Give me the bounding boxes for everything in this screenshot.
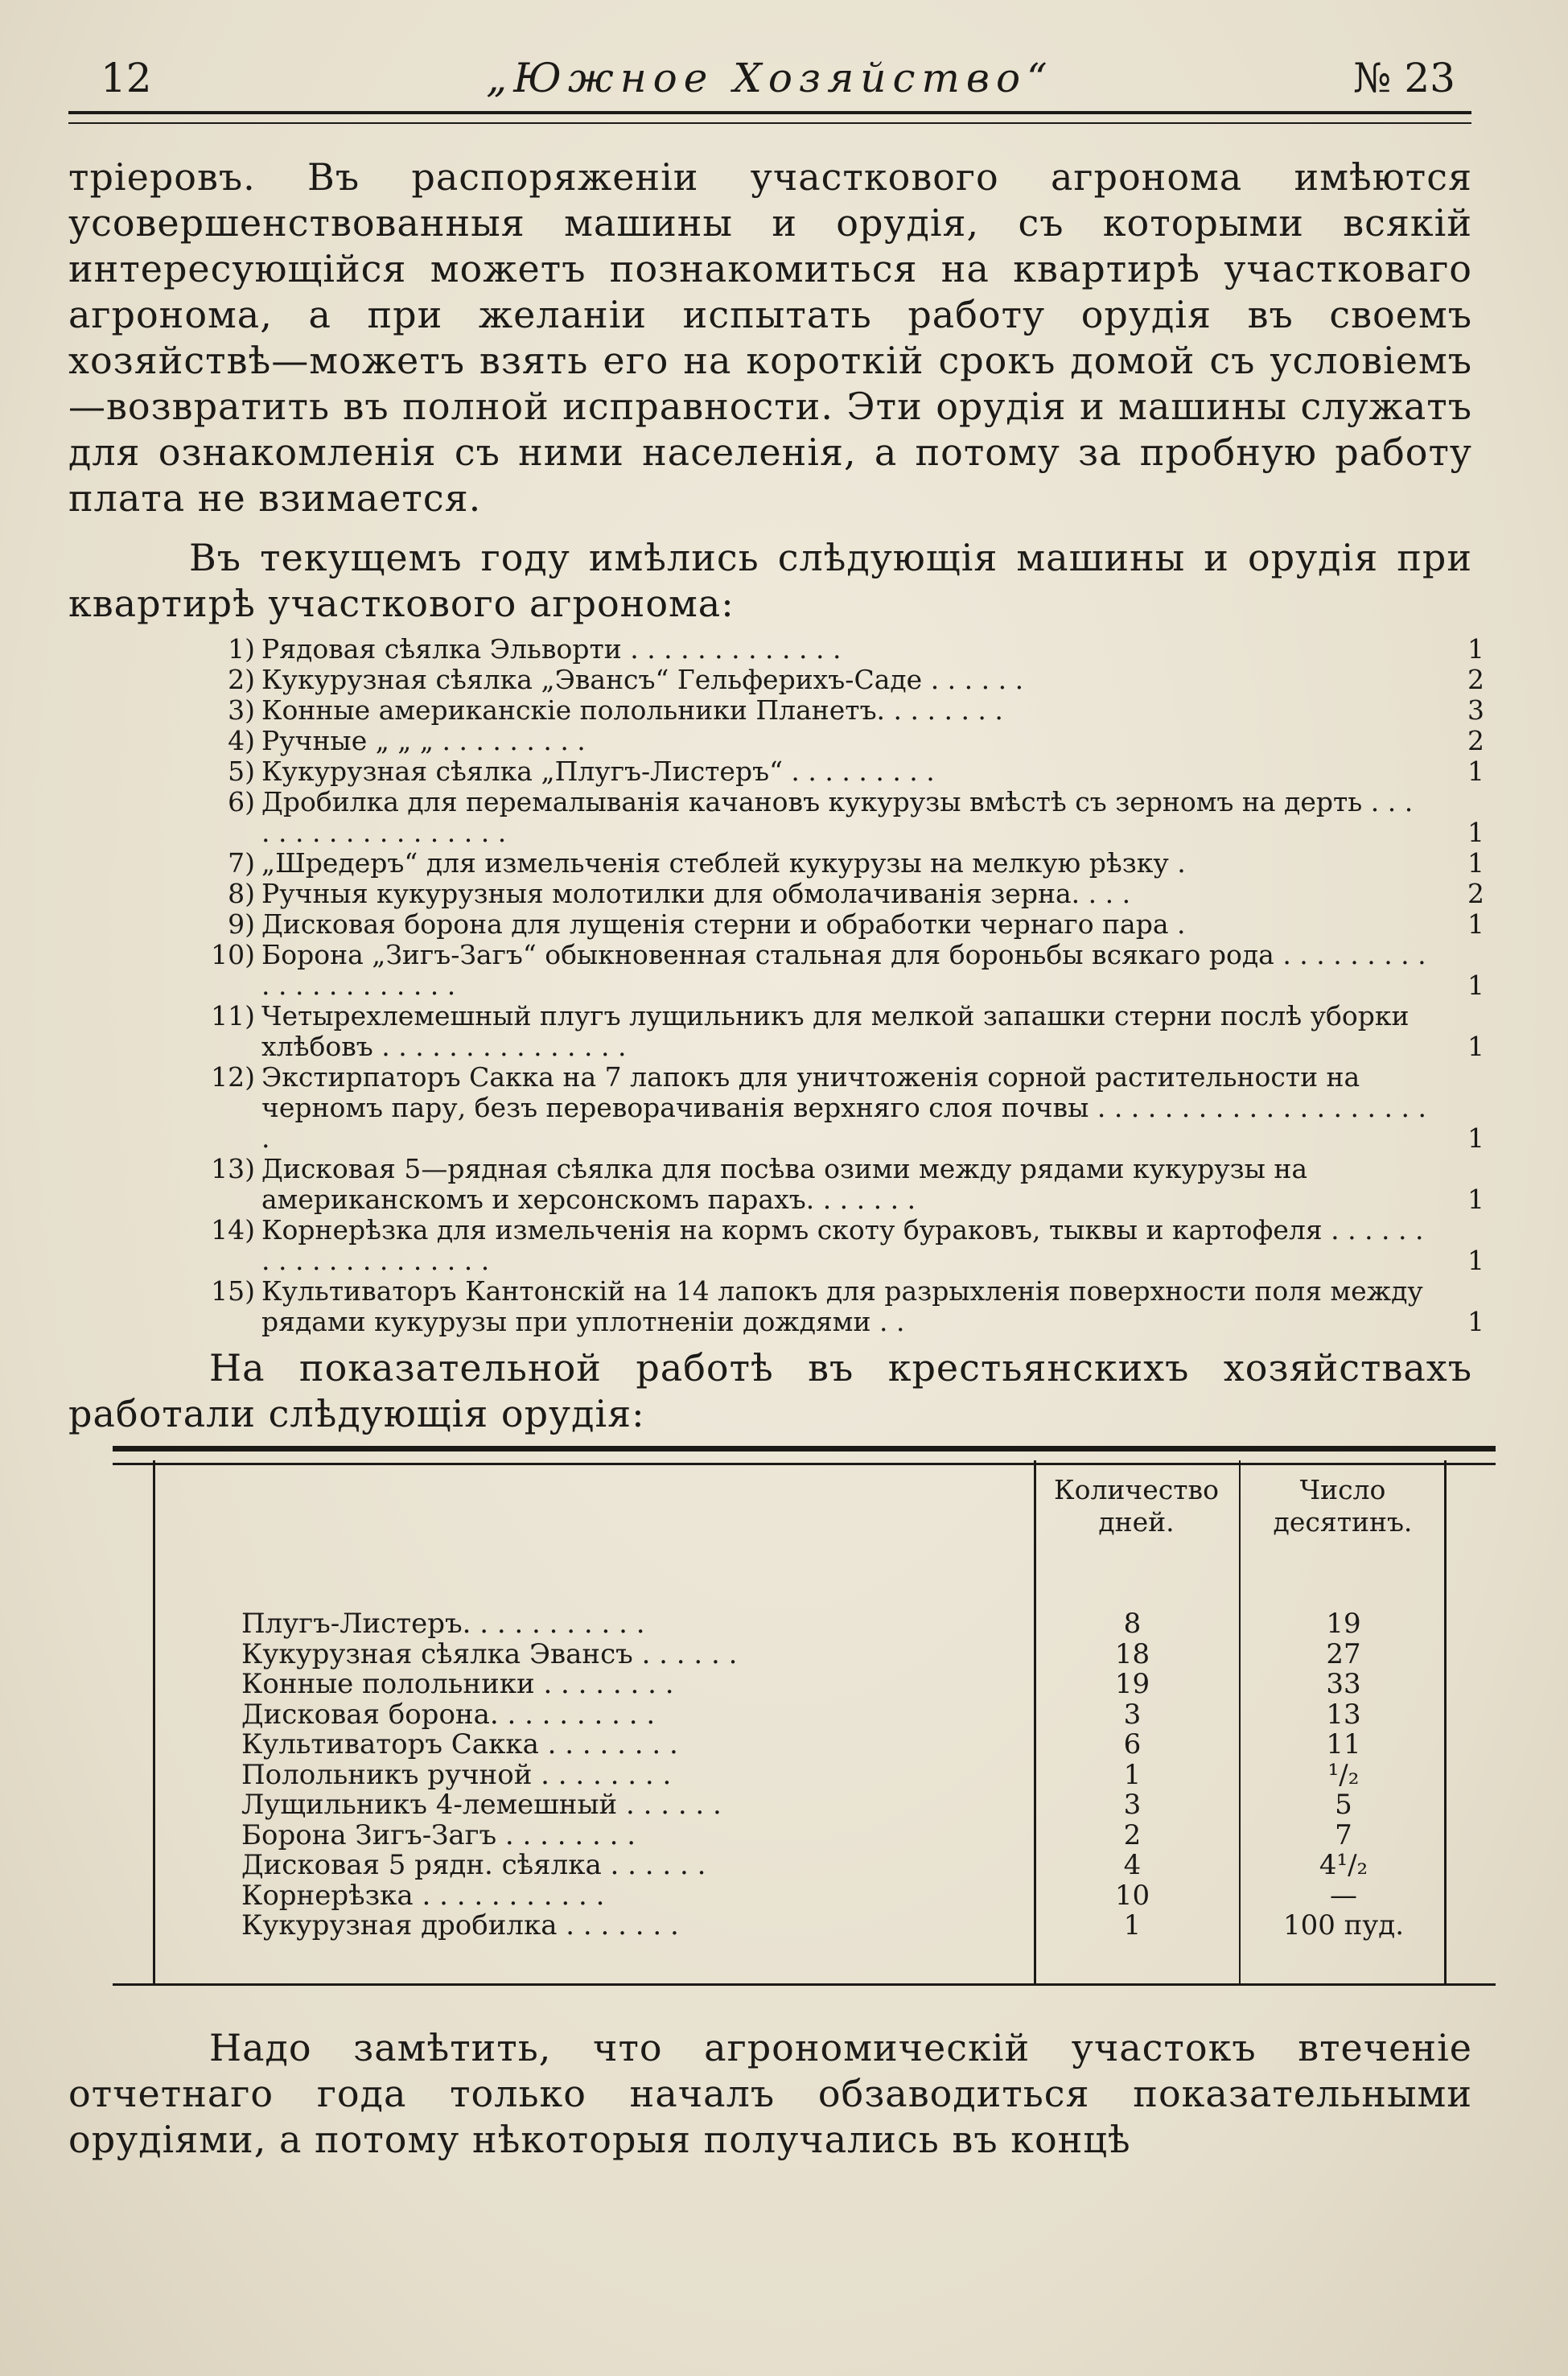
- paragraph-2: [68, 535, 1472, 627]
- journal-title: „Южное Хозяйство“: [486, 55, 1054, 101]
- table-row: [241, 1637, 1432, 1670]
- list-item-number: 13): [211, 1153, 255, 1184]
- list-item-number: 6): [228, 786, 255, 817]
- row-days: 10: [1114, 1879, 1150, 1912]
- table-row: [241, 1700, 1432, 1731]
- table-row: [241, 1609, 1432, 1640]
- list-item-quantity: 1: [1467, 756, 1484, 787]
- paragraph-text: На показательной работѣ въ крестьянскихъ хозяйствахъ работали слѣдующія орудія:: [68, 1346, 1472, 1435]
- table-top-rule: [113, 1446, 1496, 1465]
- list-item-text: „Шредеръ“ для измельченія стеблей кукурузы на мелкую рѣзку .: [261, 847, 1186, 879]
- list-item-quantity: 1: [1467, 1306, 1484, 1337]
- list-item-quantity: 1: [1467, 1245, 1484, 1276]
- list-item: [205, 1001, 1484, 1062]
- row-days: 3: [1123, 1698, 1142, 1731]
- table-row: [241, 1911, 1432, 1942]
- list-item-quantity: 1: [1467, 1184, 1484, 1215]
- list-item-number: 5): [228, 756, 255, 787]
- list-item: [205, 848, 1484, 879]
- list-item-text: Борона „Зигъ-Загъ“ обыкновенная стальная для бороньбы всякаго рода . . . . . . . . . . . . . . . . . . . . .: [261, 939, 1426, 1001]
- row-name: Кукурузная сѣялка Эвансъ . . . . . .: [241, 1639, 738, 1670]
- list-item: [205, 1276, 1484, 1337]
- list-item-quantity: 1: [1467, 970, 1484, 1001]
- row-desyatin: 100 пуд.: [1282, 1909, 1405, 1942]
- list-item-text: Ручныя кукурузныя молотилки для обмолачиванія зерна. . . .: [261, 878, 1131, 909]
- list-item-number: 11): [211, 1000, 255, 1032]
- paragraph-text: Въ текущемъ году имѣлись слѣдующія машины и орудія при квартирѣ участкового агронома:: [68, 536, 1472, 625]
- list-item-quantity: 1: [1467, 1031, 1484, 1062]
- list-item-quantity: 2: [1467, 725, 1484, 756]
- list-item-number: 7): [228, 847, 255, 879]
- paragraph-text: тріеровъ. Въ распоряженіи участкового агронома имѣются усовершенствованныя машины и орудія, съ которыми всякій интересующійся можетъ познакомиться на квартирѣ участковаго агронома, а при желаніи испытать работу орудія въ своемъ хозяйствѣ—можетъ взять его на короткій срокъ домой съ условіемъ—возвратить въ полной исправности. Эти орудія и машины служатъ для ознакомленія съ ними населенія, а потому за пробную работу плата не взимается.: [68, 155, 1472, 520]
- list-item: [205, 787, 1484, 848]
- row-name: Корнерѣзка . . . . . . . . . . .: [241, 1880, 605, 1911]
- row-days: 1: [1123, 1758, 1142, 1791]
- row-days: 19: [1114, 1668, 1150, 1700]
- row-name: Плугъ-Листеръ. . . . . . . . . . .: [241, 1609, 645, 1640]
- list-item-number: 9): [228, 908, 255, 940]
- row-desyatin: —: [1330, 1879, 1357, 1912]
- row-name: Конные полольники . . . . . . . .: [241, 1670, 674, 1700]
- row-days: 18: [1114, 1637, 1150, 1670]
- list-item-text: Кукурузная сѣялка „Плугъ-Листеръ“ . . . . . . . . .: [261, 756, 935, 787]
- list-item-number: 15): [211, 1275, 255, 1307]
- list-item-text: Экстирпаторъ Сакка на 7 лапокъ для уничтоженія сорной растительности на черномъ пару, безъ переворачиванія верхняго слоя почвы . . . . . . . . . . . . . . . . . . . . .: [261, 1061, 1426, 1154]
- list-item: [205, 634, 1484, 665]
- row-days: 4: [1123, 1849, 1142, 1881]
- list-item-quantity: 2: [1467, 664, 1484, 695]
- table-divider: [1444, 1460, 1447, 1983]
- table-divider: [153, 1460, 155, 1983]
- table-row: [241, 1760, 1432, 1791]
- equipment-list: [205, 634, 1484, 1337]
- paragraph-4: [68, 2025, 1472, 2163]
- table-body: [241, 1609, 1432, 1942]
- row-name: Дисковая борона. . . . . . . . . .: [241, 1699, 656, 1730]
- column-header-days: Количество дней.: [1054, 1474, 1219, 1538]
- list-item: [205, 665, 1484, 695]
- row-days: 6: [1123, 1728, 1142, 1760]
- row-days: 2: [1123, 1818, 1142, 1851]
- row-days: 8: [1123, 1608, 1142, 1640]
- list-item-number: 4): [228, 725, 255, 756]
- row-name: Кукурузная дробилка . . . . . . .: [241, 1911, 679, 1942]
- list-item-text: Культиваторъ Кантонскій на 14 лапокъ для разрыхленія поверхности поля между рядами кукурузы при уплотненіи дождями . .: [261, 1275, 1423, 1337]
- list-item-text: Конные американскіе полольники Планетъ. . . . . . . .: [261, 694, 1003, 726]
- row-days: 3: [1123, 1789, 1142, 1821]
- table-row: [241, 1818, 1432, 1851]
- list-item-quantity: 1: [1467, 817, 1484, 848]
- list-item-quantity: 1: [1467, 633, 1484, 665]
- list-item: [205, 726, 1484, 756]
- row-desyatin: 33: [1326, 1668, 1361, 1700]
- list-item-text: Четырехлемешный плугъ лущильникъ для мелкой запашки стерни послѣ уборки хлѣбовъ . . . . . . . . . . . . . . .: [261, 1000, 1410, 1062]
- list-item: [205, 1215, 1484, 1276]
- list-item-quantity: 1: [1467, 908, 1484, 940]
- list-item-text: Дисковая 5—рядная сѣялка для посѣва озими между рядами кукурузы на американскомъ и херсонскомъ парахъ. . . . . . .: [261, 1153, 1308, 1215]
- header-rule: [68, 111, 1471, 124]
- table-row: [241, 1730, 1432, 1760]
- row-desyatin: 13: [1326, 1698, 1361, 1731]
- row-days: 1: [1123, 1909, 1142, 1942]
- table-row: [241, 1851, 1432, 1881]
- table-row: [241, 1790, 1432, 1821]
- paragraph-1: [68, 154, 1472, 521]
- row-desyatin: 5: [1335, 1789, 1352, 1821]
- list-item: [205, 1154, 1484, 1215]
- row-desyatin: 11: [1326, 1728, 1361, 1760]
- row-desyatin: 27: [1326, 1637, 1361, 1670]
- list-item-text: Ручные „ „ „ . . . . . . . . .: [261, 725, 586, 756]
- list-item: [205, 1062, 1484, 1154]
- list-item: [205, 879, 1484, 909]
- list-item-quantity: 2: [1467, 878, 1484, 909]
- list-item-text: Рядовая сѣялка Эльворти . . . . . . . . . . . . .: [261, 633, 842, 665]
- row-desyatin: 19: [1326, 1608, 1361, 1640]
- list-item-number: 2): [228, 664, 255, 695]
- list-item-quantity: 1: [1467, 1122, 1484, 1154]
- paragraph-text: Надо замѣтить, что агрономическій участокъ втеченіе отчетнаго года только началъ обзаводиться показательными орудіями, а потому нѣкоторыя получались въ концѣ: [68, 2026, 1472, 2161]
- table-row: [241, 1670, 1432, 1700]
- list-item-number: 1): [228, 633, 255, 665]
- list-item-text: Дисковая борона для лущенія стерни и обработки чернаго пара .: [261, 908, 1186, 940]
- row-name: Дисковая 5 рядн. сѣялка . . . . . .: [241, 1851, 706, 1881]
- list-item: [205, 940, 1484, 1001]
- table-bottom-rule: [113, 1983, 1496, 1986]
- list-item-text: Дробилка для перемалыванія качановъ кукурузы вмѣстѣ съ зерномъ на дерть . . . . . . . . . . . . . . . . . .: [261, 786, 1414, 848]
- list-item-number: 8): [228, 878, 255, 909]
- row-name: Культиваторъ Сакка . . . . . . . .: [241, 1730, 678, 1760]
- row-desyatin: ¹/₂: [1327, 1758, 1360, 1791]
- column-header-desyatin: Число десятинъ.: [1273, 1474, 1413, 1538]
- row-desyatin: 7: [1335, 1818, 1352, 1851]
- row-desyatin: 4¹/₂: [1319, 1849, 1368, 1881]
- table-row: [241, 1881, 1432, 1912]
- running-header: [68, 47, 1471, 111]
- list-item: [205, 909, 1484, 940]
- list-item-number: 3): [228, 694, 255, 726]
- list-item-quantity: 3: [1467, 694, 1484, 726]
- page-number: 12: [101, 55, 152, 101]
- row-name: Борона Зигъ-Загъ . . . . . . . .: [241, 1820, 636, 1851]
- list-item-text: Кукурузная сѣялка „Эвансъ“ Гельферихъ-Саде . . . . . .: [261, 664, 1024, 695]
- list-item: [205, 756, 1484, 787]
- list-item-number: 12): [211, 1061, 255, 1093]
- list-item-quantity: 1: [1467, 847, 1484, 879]
- list-item-number: 10): [211, 939, 255, 970]
- list-item: [205, 695, 1484, 726]
- row-name: Лущильникъ 4-лемешный . . . . . .: [241, 1790, 722, 1821]
- issue-number: № 23: [1353, 55, 1455, 101]
- list-item-number: 14): [211, 1214, 255, 1246]
- row-name: Полольникъ ручной . . . . . . . .: [241, 1760, 672, 1790]
- list-item-text: Корнерѣзка для измельченія на кормъ скоту бураковъ, тыквы и картофеля . . . . . . . . . . . . . . . . . . . .: [261, 1214, 1424, 1276]
- paragraph-3: [68, 1345, 1472, 1437]
